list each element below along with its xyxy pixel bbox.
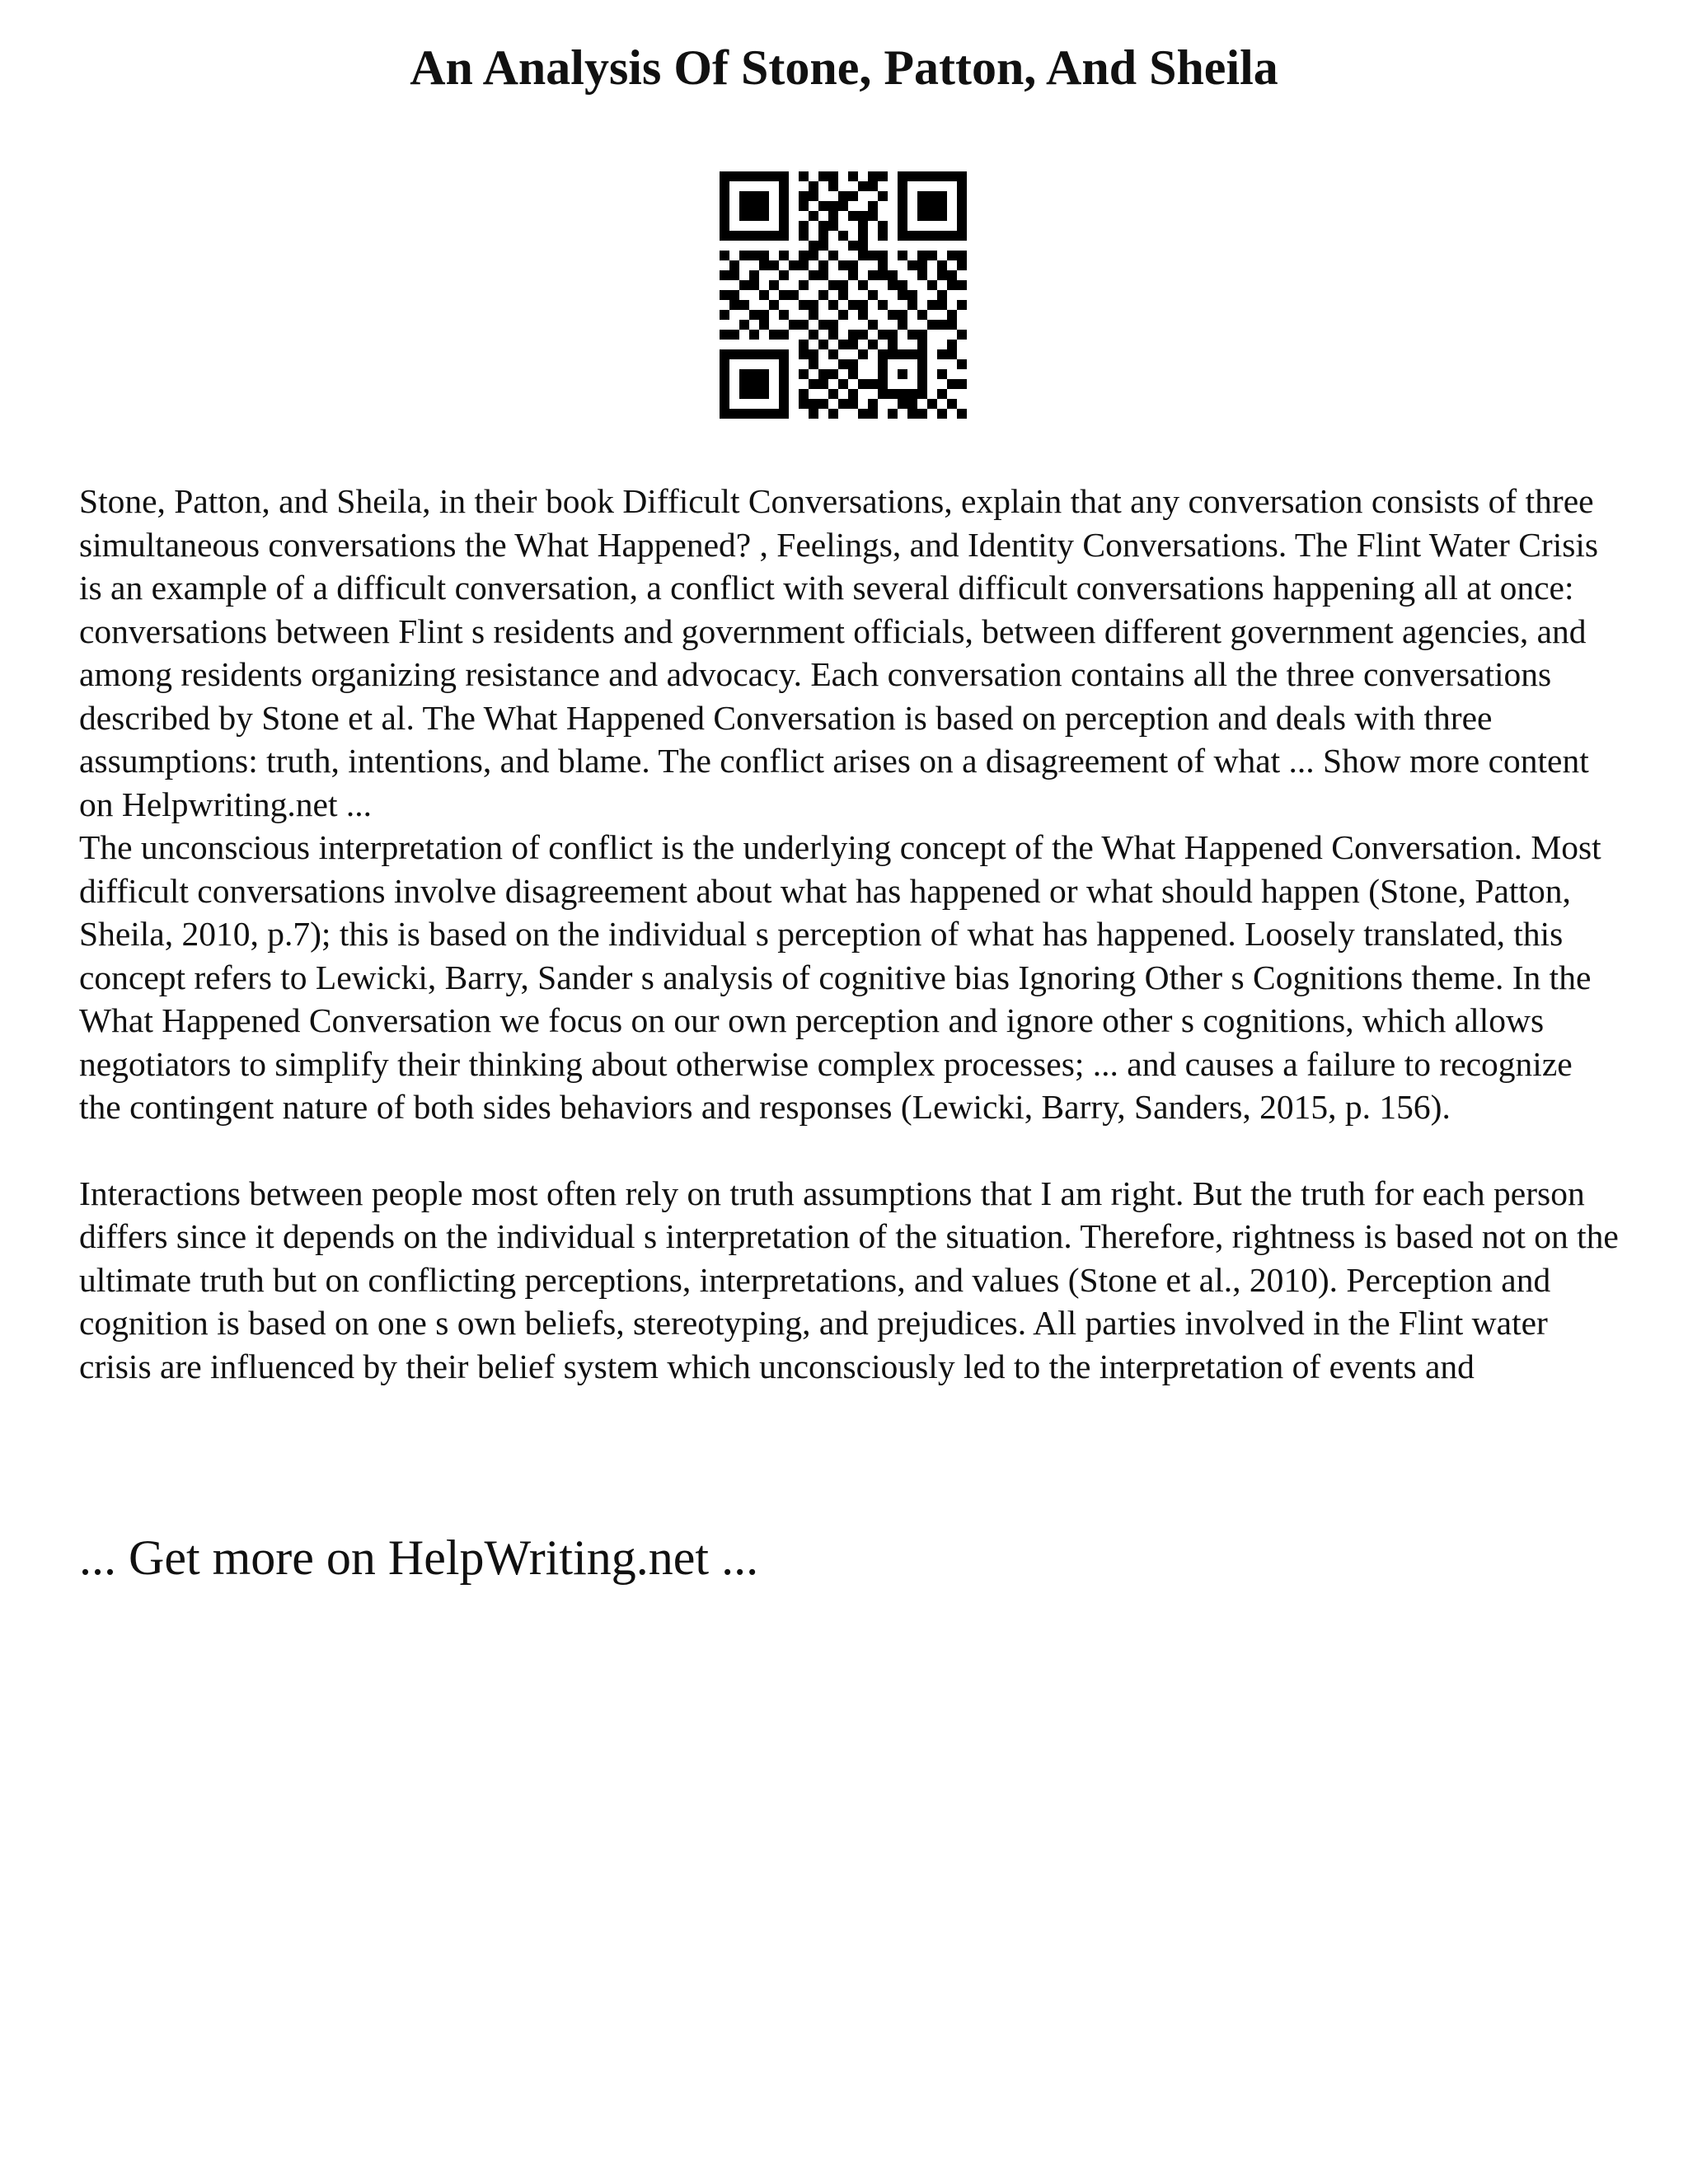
paragraph-truth-assumptions: Interactions between people most often rely on truth assumptions that I am right. But the truth for each person differs since it depends on the individual s interpretation of the situation. Therefore, rightness is based not on the ultimate truth but on conflicting perceptions, interpretations, and values (Stone et al., 2010). Perception and cognition is based on one s own beliefs, stereotyping, and prejudices. All parties involved in the Flint water crisis are influenced by their belief system which unconsciously led to the interpretation of events and	[79, 1174, 1619, 1385]
paragraph-what-happened: The unconscious interpretation of conflict is the underlying concept of the What Happened Conversation. Most difficult conversations involve disagreement about what has happened or what should happen (Stone, Patton, Sheila, 2010, p.7); this is based on the individual s perception of what has happened. Loosely translated, this concept refers to Lewicki, Barry, Sander s analysis of cognitive bias Ignoring Other s Cognitions theme. In the What Happened Conversation we focus on our own perception and ignore other s cognitions, which allows negotiators to simplify their thinking about otherwise complex processes; ... and causes a failure to recognize the contingent nature of both sides behaviors and responses (Lewicki, Barry, Sanders, 2015, p. 156).	[79, 828, 1601, 1126]
paragraph-intro: Stone, Patton, and Sheila, in their book Difficult Conversations, explain that any conversation consists of three simultaneous conversations the What Happened? , Feelings, and Identity Conversations. The Flint Water Crisis is an example of a difficult conversation, a conflict with several difficult conversations happening all at once: conversations between Flint s residents and government officials, between different government agencies, and among residents organizing resistance and advocacy. Each conversation contains all the three conversations described by Stone et al. The What Happened Conversation is based on perception and deals with three assumptions: truth, intentions, and blame. The conflict arises on a disagreement of what ... Show more content on Helpwriting.net ...	[79, 482, 1599, 823]
article-body	[79, 480, 1620, 1388]
qr-code-icon[interactable]	[720, 171, 967, 419]
paragraph-spacer	[79, 1129, 1620, 1172]
get-more-link[interactable]: ... Get more on HelpWriting.net ...	[79, 1530, 759, 1585]
page-title: An Analysis Of Stone, Patton, And Sheila	[410, 40, 1278, 95]
qr-code-graphic	[720, 171, 967, 419]
